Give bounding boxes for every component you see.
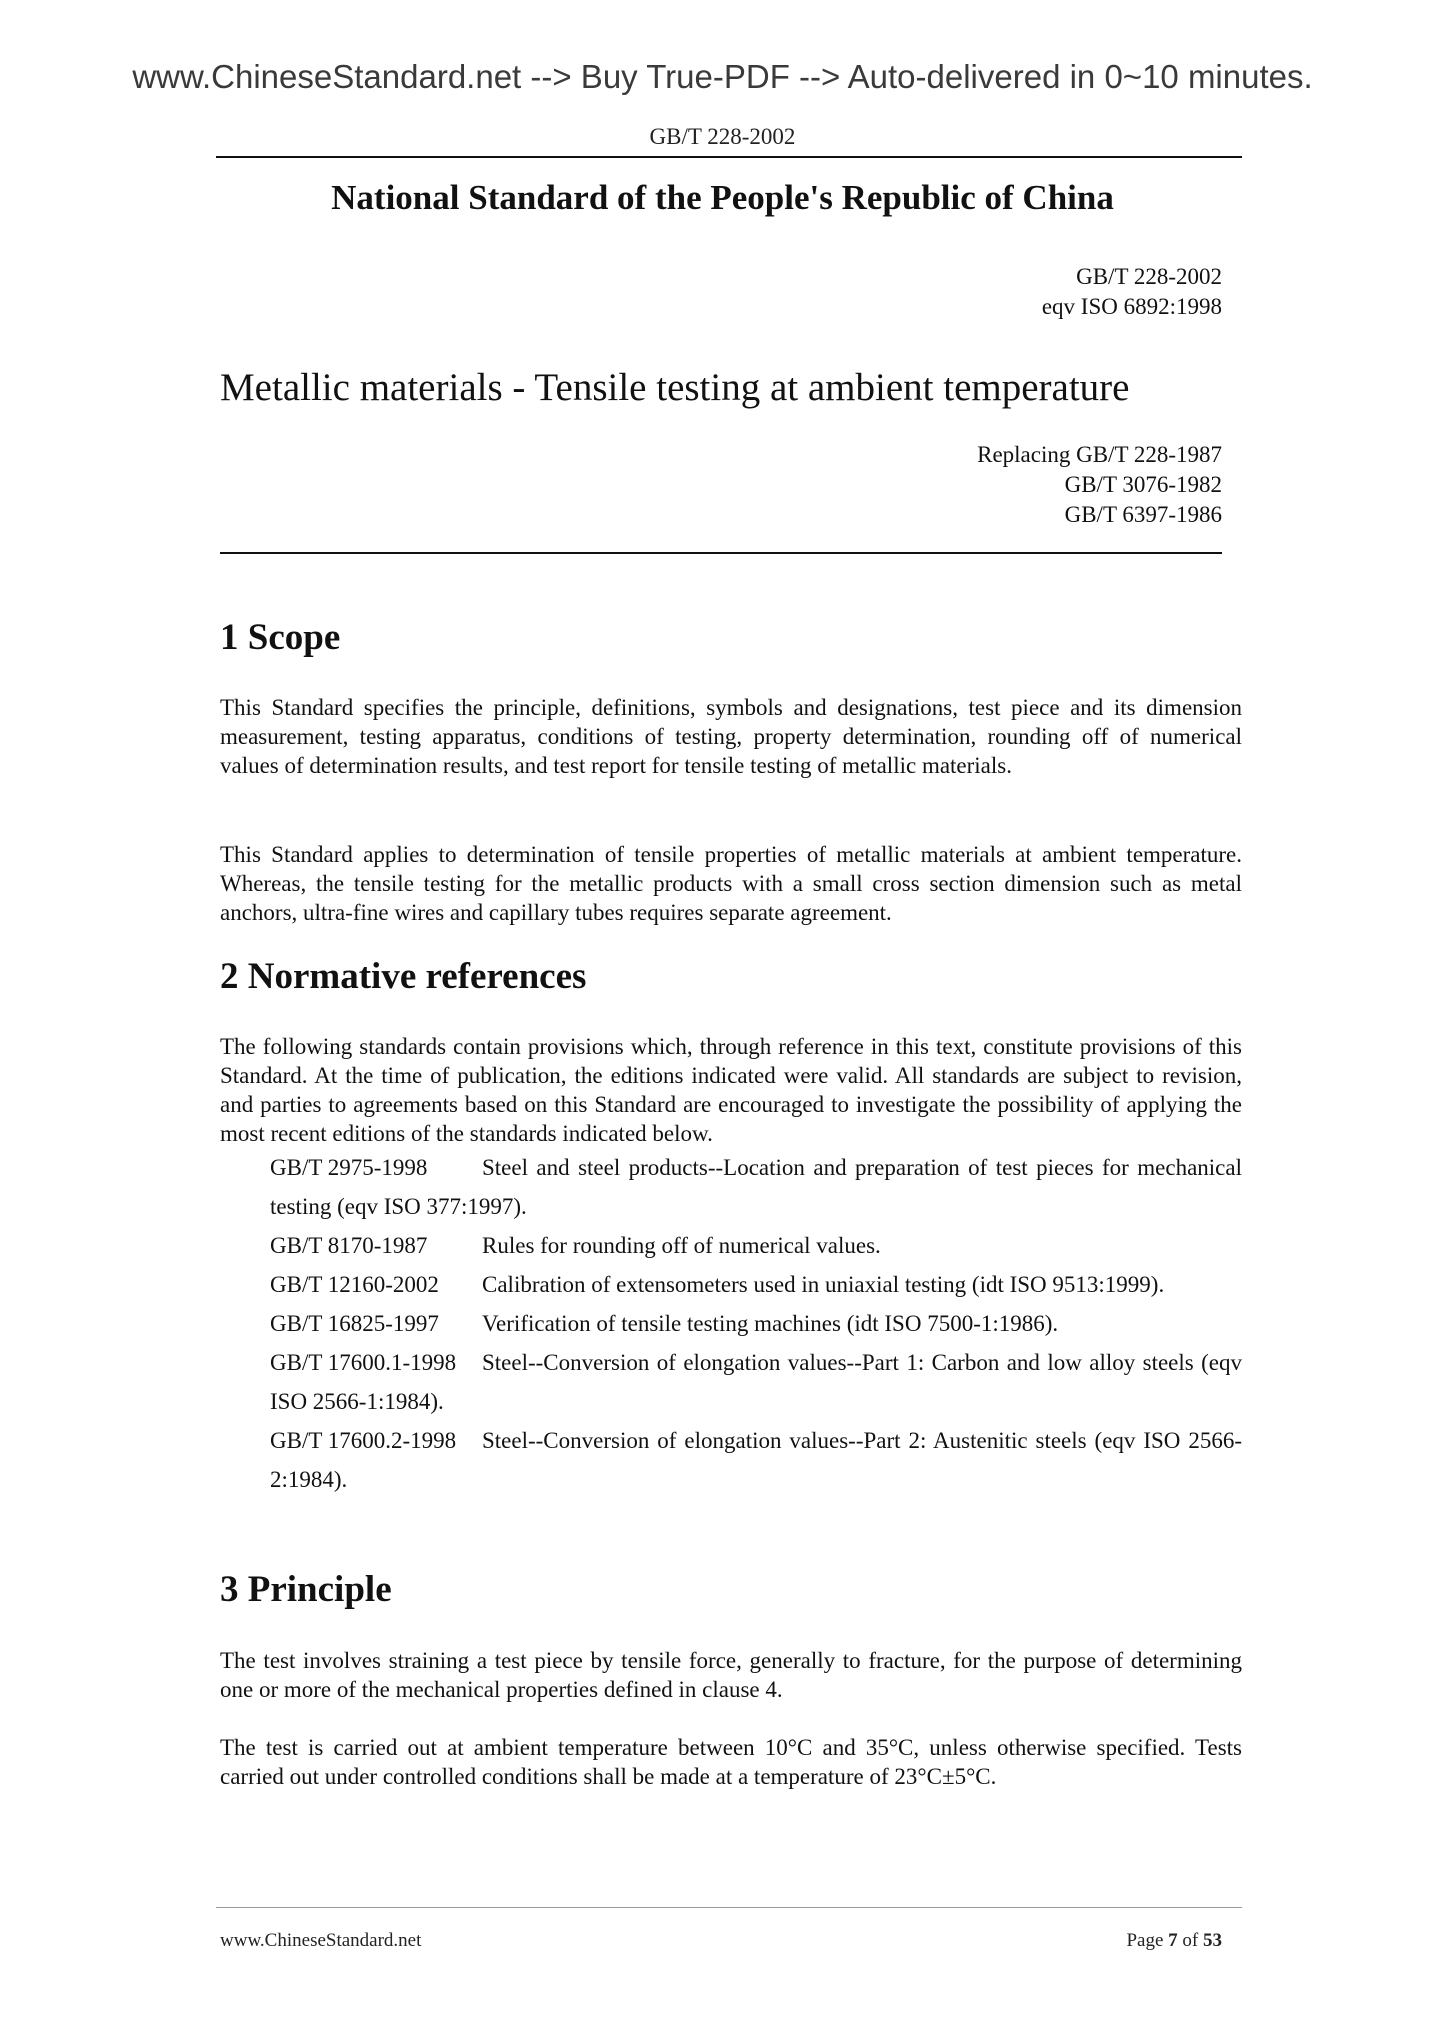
reference-code: GB/T 17600.2-1998 xyxy=(270,1428,457,1453)
reference-list xyxy=(270,1148,1242,1499)
standard-number: GB/T 228-2002 xyxy=(1076,264,1222,289)
reference-item xyxy=(270,1421,1242,1499)
footer-site-link[interactable]: www.ChineseStandard.net xyxy=(220,1930,422,1951)
section-heading-scope: 1 Scope xyxy=(220,617,341,658)
reference-item xyxy=(270,1343,1242,1421)
principle-paragraph: The test involves straining a test piece by tensile force, generally to fracture, for the purpose of determining one or more of the mechanical properties defined in clause 4. xyxy=(220,1648,1242,1702)
document-title: National Standard of the People's Republic of China xyxy=(331,178,1114,217)
reference-title: Verification of tensile testing machines (idt ISO 7500-1:1986). xyxy=(482,1311,1059,1336)
reference-item xyxy=(270,1226,1242,1265)
reference-code: GB/T 12160-2002 xyxy=(270,1272,439,1297)
reference-title: Steel--Conversion of elongation values--Part 1: Carbon and low alloy steels (eqv ISO 2566-1:1984). xyxy=(270,1350,1242,1414)
standard-equivalence: eqv ISO 6892:1998 xyxy=(1041,294,1222,319)
promo-banner[interactable]: www.ChineseStandard.net --> Buy True-PDF --> Auto-delivered in 0~10 minutes. xyxy=(132,58,1313,95)
reference-item xyxy=(270,1265,1242,1304)
header-rule xyxy=(216,156,1242,158)
document-name: Metallic materials - Tensile testing at ambient temperature xyxy=(220,366,1130,409)
scope-paragraph: This Standard applies to determination of tensile properties of metallic materials at ambient temperature. Whereas, the tensile testing for the metallic products with a small cross section dimension such as metal anchors, ultra-fine wires and capillary tubes requires separate agreement. xyxy=(220,842,1242,925)
page-prefix: Page xyxy=(1126,1930,1169,1951)
reference-code: GB/T 16825-1997 xyxy=(270,1311,439,1336)
reference-title: Rules for rounding off of numerical values. xyxy=(482,1233,881,1258)
page-total: 53 xyxy=(1203,1930,1222,1951)
reference-title: Steel--Conversion of elongation values--Part 2: Austenitic steels (eqv ISO 2566-2:1984). xyxy=(270,1428,1242,1492)
principle-paragraph: The test is carried out at ambient temperature between 10°C and 35°C, unless otherwise specified. Tests carried out under controlled conditions shall be made at a temperature of 23°C±5°C. xyxy=(220,1735,1242,1789)
replacing-line: Replacing GB/T 228-1987 xyxy=(977,442,1222,467)
page-of: of xyxy=(1177,1930,1203,1951)
scope-paragraph: This Standard specifies the principle, definitions, symbols and designations, test piece and its dimension measurement, testing apparatus, conditions of testing, property determination, rounding off of numerical values of determination results, and test report for tensile testing of metallic materials. xyxy=(220,695,1242,778)
replacing-line: GB/T 6397-1986 xyxy=(1064,502,1222,527)
page-number xyxy=(1126,1930,1222,1952)
replacing-block xyxy=(977,440,1222,530)
page-current: 7 xyxy=(1168,1930,1178,1951)
reference-code: GB/T 8170-1987 xyxy=(270,1233,428,1258)
replacing-line: GB/T 3076-1982 xyxy=(1064,472,1222,497)
section-heading-normative-references: 2 Normative references xyxy=(220,956,587,997)
title-block-rule xyxy=(220,552,1222,554)
standard-number-block xyxy=(1042,262,1222,322)
references-intro-paragraph: The following standards contain provisions which, through reference in this text, constitute provisions of this Standard. At the time of publication, the editions indicated were valid. All standards are subject to revision, and parties to agreements based on this Standard are encouraged to investigate the possibility of applying the most recent editions of the standards indicated below. xyxy=(220,1034,1242,1146)
reference-title: Calibration of extensometers used in uniaxial testing (idt ISO 9513:1999). xyxy=(482,1272,1165,1297)
reference-code: GB/T 2975-1998 xyxy=(270,1155,428,1180)
reference-title: Steel and steel products--Location and preparation of test pieces for mechanical testing (eqv ISO 377:1997). xyxy=(270,1155,1242,1219)
reference-item xyxy=(270,1304,1242,1343)
section-heading-principle: 3 Principle xyxy=(220,1569,392,1610)
footer-rule xyxy=(216,1907,1242,1908)
running-header-code: GB/T 228-2002 xyxy=(649,124,796,149)
reference-item xyxy=(270,1148,1242,1226)
reference-code: GB/T 17600.1-1998 xyxy=(270,1350,457,1375)
